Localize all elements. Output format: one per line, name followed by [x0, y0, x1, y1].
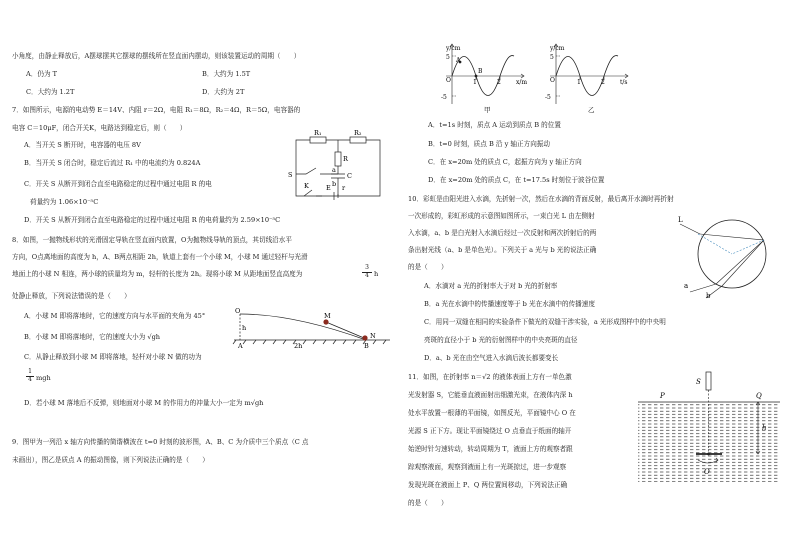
graph1-ym5: -5 — [441, 94, 447, 101]
q10-option-b: B．a 光在水滴中的传播速度等于 b 光在水滴中的传播速度 — [424, 300, 595, 308]
q8-fraction-den: 4 — [365, 271, 369, 279]
graph2-caption: 乙 — [588, 106, 595, 114]
q8-line3: 地面上的小球 N 相连，两小球的质量均为 m，轻杆的长度为 2h。现将小球 M 从距地面竖直高度为 — [12, 270, 303, 278]
raindrop-label-b: b — [706, 292, 711, 300]
q7-option-c-line2: 荷量约为 1.06×10⁻⁵C — [30, 198, 99, 206]
graph1-label-b: B — [478, 68, 483, 75]
label-r2: R₂ — [354, 129, 362, 137]
q8-fraction-var: h — [374, 270, 379, 278]
graph1-y5: 5 — [446, 54, 450, 61]
label-o: O — [235, 307, 241, 315]
graph2-xlabel: t/s — [620, 79, 628, 86]
graph2-y5: 5 — [550, 54, 554, 61]
graph2-x1: 1 — [577, 79, 581, 86]
q11-line4: 光源 S 正下方。现让平面镜绕过 O 点垂直于纸面的轴开 — [408, 427, 572, 435]
graph1-ylabel: y/cm — [446, 45, 461, 52]
q9-option-d: D．在 x=20m 处的质点 C，在 t=17.5s 时刻位于波谷位置 — [428, 176, 605, 184]
graph2-origin: O — [550, 77, 555, 84]
q9-option-b: B．t=0 时刻，质点 B 沿 y 轴正方向振动 — [428, 140, 550, 148]
q7-line1: 7．如图所示，电源的电动势 E＝14V、内阻 r＝2Ω，电阻 R₁＝8Ω，R₂＝4Ω，R＝5Ω，电容器的 — [12, 106, 301, 114]
graph1-x2: 2 — [497, 79, 501, 86]
label-a-point: A — [238, 342, 243, 348]
q9-line1: 9．图甲为一列沿 x 轴方向传播的简谐横波在 t=0 时刻的波形图，A、B、C 为介质中三个质点（C 点 — [12, 438, 309, 446]
q10-option-a: A．水滴对 a 光的折射率大于对 b 光的折射率 — [424, 282, 558, 290]
q10-line1: 10．彩虹是由阳光进入水滴，先折射一次，然后在水滴的背面反射，最后离开水滴时再折射 — [408, 195, 674, 203]
q11-line7: 发现光斑在液面上 P、Q 两位置间移动，下列说法正确 — [408, 481, 568, 489]
q8-fraction — [362, 265, 372, 279]
laser-label-h: h — [762, 424, 767, 432]
raindrop-label-a: a — [684, 282, 689, 290]
graph2-x2: 2 — [601, 79, 605, 86]
q8-c-fraction-num: 1 — [26, 369, 34, 377]
graph1-label-a: A — [456, 57, 461, 64]
laser-label-q: Q — [756, 392, 762, 400]
graph1-origin: O — [446, 77, 451, 84]
parabola-track-diagram — [224, 306, 394, 348]
label-e: E — [326, 184, 331, 192]
label-r-internal: r — [342, 184, 346, 192]
q11-line1: 11．如图，在折射率 n＝√2 的液体表面上方有一单色激 — [408, 373, 572, 381]
q10-line4: 条出射光线（a、b 是单色光）。下列关于 a 光与 b 光的说法正确 — [408, 246, 597, 254]
label-c: C — [347, 172, 352, 180]
graph2-ylabel: y/cm — [550, 45, 565, 52]
graph2-ym5: -5 — [545, 94, 551, 101]
q8-c-fraction — [26, 369, 34, 383]
graph1-caption: 甲 — [484, 106, 491, 114]
q8-line1: 8．如图，一抛物线形状的光滑固定导轨在竖直面内放置，O为抛物线导轨的顶点，其切线沿水平 — [12, 236, 292, 244]
q11-line8: 的是（ ） — [408, 499, 448, 507]
label-k: K — [304, 182, 309, 190]
q10-line2: 一次形成的，彩虹形成的示意图如图所示，一束白光 L 由左侧射 — [408, 212, 595, 220]
q7-option-a: A．当开关 S 断开时，电容器的电压 8V — [24, 141, 141, 149]
q11-line5: 始逆时针匀速转动，转动周期为 T，液面上方的观察者跟 — [408, 445, 573, 453]
q7-option-c-line1: C．开关 S 从断开到闭合直至电路稳定的过程中通过电阻 R 的电 — [24, 180, 212, 188]
q6-intro-line: 小角度，由静止释放后，A摆球摆其它摆球的摆线所在竖直面内摆动，则该装置运动的周期（ ） — [12, 52, 301, 60]
laser-label-p: P — [660, 392, 665, 400]
raindrop-label-l: L — [678, 216, 683, 224]
q6-option-d: D．大约为 2T — [202, 88, 245, 96]
q8-c-fraction-den: 4 — [28, 375, 32, 383]
q8-option-b: B．小球 M 即将落地时，它的速度大小为 √gh — [24, 333, 161, 341]
label-2h: 2h — [294, 342, 303, 348]
label-n: N — [370, 332, 376, 340]
q6-option-c: C．大约为 1.2T — [26, 88, 75, 96]
q8-c-tail: mgh — [36, 374, 51, 382]
wave-graph-yi — [536, 40, 636, 114]
q10-line5: 的是（ ） — [408, 263, 448, 271]
q10-option-c-line1: C．用同一双缝在相同的实验条件下做光的双缝干涉实验，a 光形成图样中的中央明 — [424, 318, 666, 326]
q7-option-b: B．当开关 S 闭合时，稳定后流过 R₁ 中的电流约为 0.824A — [24, 159, 201, 167]
q11-line6: 踪观察液面，观察到液面上有一光斑掠过，进一步观察 — [408, 463, 567, 471]
q11-line2: 光发射器 S，它能垂直液面射出细激光束，在液体内深 h — [408, 391, 573, 399]
label-r: R — [343, 155, 348, 163]
q9-option-a: A．t=1s 时刻，质点 A 运动到质点 B 的位置 — [428, 121, 561, 129]
laser-label-o: O — [704, 468, 710, 476]
q8-option-d: D．若小球 M 落地后不反弹，则地面对小球 M 的作用力的冲量大小一定为 m√gh — [24, 399, 264, 407]
graph1-xlabel: x/m — [516, 79, 528, 86]
q7-line2: 电容 C＝10μF，闭合开关K，电路达到稳定后，则（ ） — [12, 124, 187, 132]
wave-graph-jia — [432, 40, 532, 114]
q9-option-c: C．在 x=20m 处的质点 C，起振方向为 y 轴正方向 — [428, 158, 582, 166]
q8-option-a: A．小球 M 即将落地时，它的速度方向与水平面的夹角为 45° — [24, 312, 206, 320]
laser-mirror-diagram — [636, 368, 782, 488]
label-r1: R₁ — [314, 129, 322, 137]
laser-label-s: S — [696, 378, 701, 386]
q11-line3: 处水平放置一根薄的平面镜，如图反光，平面镜中心 O 在 — [408, 409, 576, 417]
q8-line2: 方向，O点离地面的高度为 h，A、B两点相距 2h，轨道上套有一个小球 M，小球 M 通过轻杆与光滑 — [12, 253, 308, 261]
q8-fraction-num: 3 — [362, 265, 372, 273]
label-a: a — [332, 166, 336, 174]
q8-line4: 处静止释放，下列说法错误的是（ ） — [12, 292, 131, 300]
circuit-diagram — [282, 128, 392, 206]
q7-option-d: D．开关 S 从断开到闭合直至电路稳定的过程中通过电阻 R 的电荷量约为 2.59×10⁻⁵C — [24, 216, 281, 224]
q6-option-a: A．仍为 T — [26, 70, 58, 78]
q8-option-c: C．从静止释放到小球 M 即将落地，轻杆对小球 N 做的功为 — [24, 353, 202, 361]
q9-line2: 未画出），图乙是质点 A 的振动图像，则下列说法正确的是（ ） — [12, 456, 209, 464]
label-b-point: B — [364, 342, 369, 348]
q10-line3: 入水滴，a、b 是白光射入水滴后经过一次反射和两次折射后的两 — [408, 229, 597, 237]
q10-option-d: D．a、b 光在由空气进入水滴后波长都要变长 — [424, 354, 559, 362]
label-m: M — [324, 312, 331, 320]
raindrop-diagram — [676, 208, 780, 300]
graph1-x1: 1 — [473, 79, 477, 86]
label-s: S — [288, 171, 293, 179]
q6-option-b: B．大约为 1.5T — [202, 70, 251, 78]
label-b: b — [332, 180, 337, 188]
label-h: h — [242, 324, 247, 332]
q10-option-c-line2: 亮斑的直径小于 b 光的衍射图样中的中央亮斑的直径 — [424, 336, 578, 344]
